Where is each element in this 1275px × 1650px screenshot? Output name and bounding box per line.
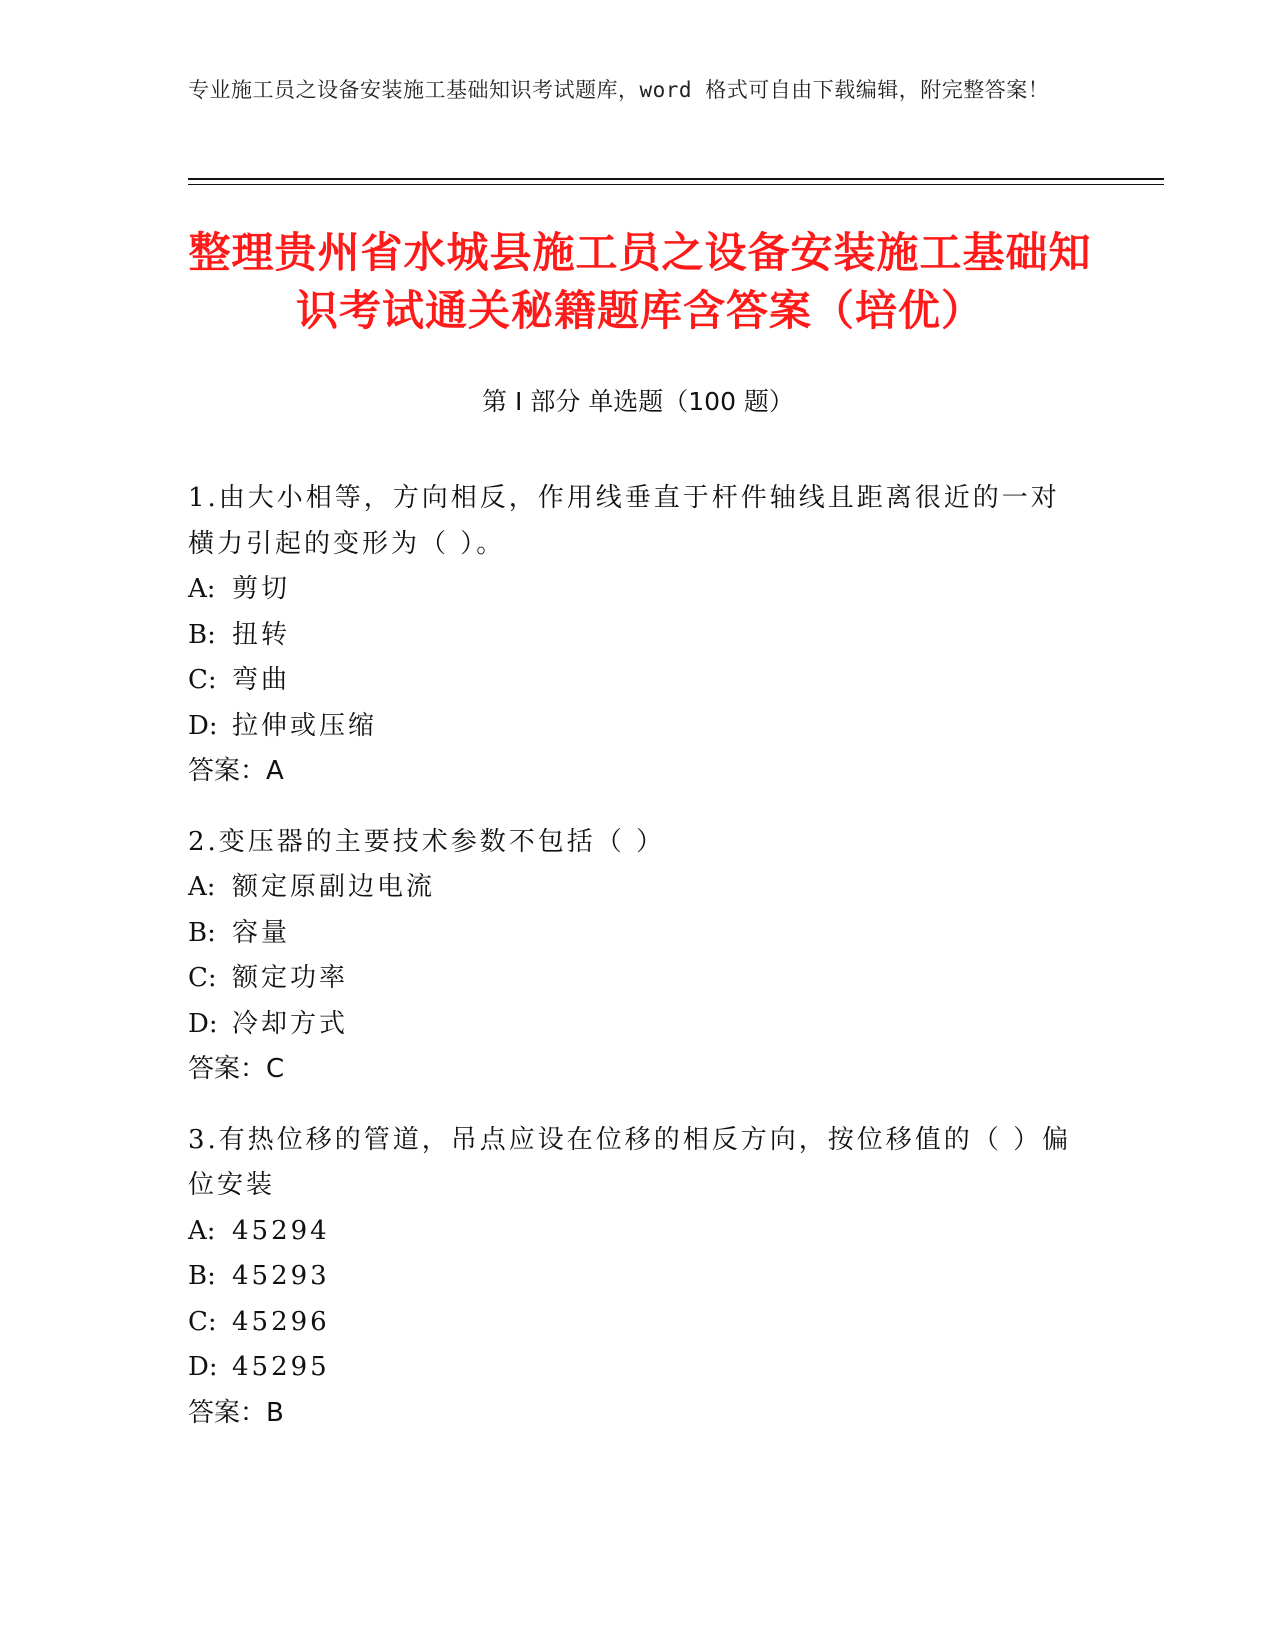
option-d <box>188 1345 1088 1391</box>
question-stem: 1.由大小相等，方向相反，作用线垂直于杆件轴线且距离很近的一对横力引起的变形为（ ）。 <box>188 483 1060 559</box>
option-text: 冷却方式 <box>232 1008 349 1039</box>
question-stem: 2.变压器的主要技术参数不包括（ ） <box>188 826 666 857</box>
section-heading: 第 I 部分 单选题（100 题） <box>482 387 794 416</box>
question-1 <box>188 476 1088 795</box>
option-b <box>188 613 1088 659</box>
question-stem: 3.有热位移的管道，吊点应设在位移的相反方向，按位移值的（ ）偏位安装 <box>188 1124 1072 1200</box>
option-c <box>188 1300 1088 1346</box>
answer-line: 答案：B <box>188 1397 284 1428</box>
question-list <box>188 476 1088 1461</box>
option-a <box>188 1209 1088 1255</box>
option-d <box>188 704 1088 750</box>
option-label: B: <box>188 917 216 948</box>
option-a <box>188 567 1088 613</box>
option-label: D: <box>188 710 218 741</box>
option-text: 扭转 <box>232 619 291 650</box>
option-text: 剪切 <box>232 574 291 604</box>
option-text: 45293 <box>232 1261 330 1291</box>
option-c <box>188 658 1088 704</box>
option-c <box>188 956 1088 1002</box>
question-2 <box>188 820 1088 1093</box>
option-label: B: <box>188 1261 216 1291</box>
answer-line: 答案：C <box>188 1054 285 1084</box>
option-label: C: <box>188 1306 217 1337</box>
option-text: 弯曲 <box>232 665 291 695</box>
option-label: A: <box>188 1215 216 1246</box>
option-label: C: <box>188 963 217 993</box>
option-label: A: <box>188 574 216 604</box>
option-label: A: <box>188 872 216 902</box>
option-text: 拉伸或压缩 <box>232 710 378 741</box>
option-text: 45296 <box>232 1306 330 1337</box>
option-label: D: <box>188 1008 218 1039</box>
header-rule-thin <box>188 184 1164 185</box>
option-label: C: <box>188 665 217 695</box>
document-title: 整理贵州省水城县施工员之设备安装施工基础知识考试通关秘籍题库含答案（培优） <box>188 228 1092 335</box>
question-3 <box>188 1118 1088 1437</box>
answer-line: 答案：A <box>188 756 284 786</box>
option-b <box>188 1254 1088 1300</box>
header-note: 专业施工员之设备安装施工基础知识考试题库，word 格式可自由下载编辑，附完整答案！ <box>188 78 1050 102</box>
option-a <box>188 865 1088 911</box>
option-label: B: <box>188 619 216 650</box>
option-text: 容量 <box>232 917 291 948</box>
option-text: 额定原副边电流 <box>232 872 436 902</box>
option-d <box>188 1002 1088 1048</box>
option-text: 额定功率 <box>232 963 349 993</box>
option-text: 45294 <box>232 1215 330 1246</box>
option-b <box>188 911 1088 957</box>
header-rule-thick <box>188 178 1164 180</box>
option-label: D: <box>188 1352 218 1382</box>
option-text: 45295 <box>232 1352 330 1382</box>
